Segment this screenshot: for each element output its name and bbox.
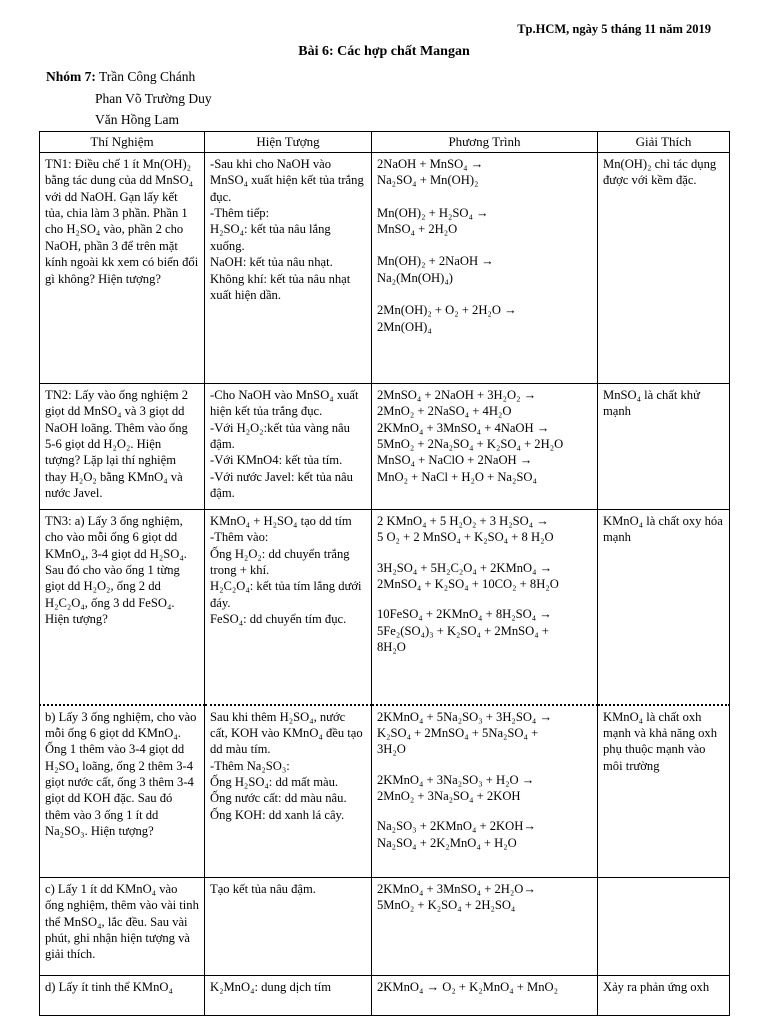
phenomenon-cell: KMnO₄ + H₂SO₄ tạo dd tím -Thêm vào: Ống H₂O₂: dd chuyển trắng trong + khí. H₂C₂O₄: kết tủa tím lắng dưới đáy. FeSO₄: dd chuyển tím đục. — [205, 510, 372, 705]
phenomenon-cell: -Sau khi cho NaOH vào MnSO₄ xuất hiện kết tủa trắng đục. -Thêm tiếp: H₂SO₄: kết tủa nâu lắng xuống. NaOH: kết tủa nâu nhạt. Không khí: kết tủa nâu nhạt xuất hiện dần. — [205, 153, 372, 384]
phenomenon-cell: Tạo kết tủa nâu đậm. — [205, 878, 372, 976]
table-row — [40, 384, 730, 510]
explanation-cell: Mn(OH)₂ chỉ tác dụng được với kềm đặc. — [598, 153, 730, 384]
column-header: Hiện Tượng — [205, 132, 372, 153]
explanation-cell: Xảy ra phản ứng oxh — [598, 976, 730, 1016]
experiment-cell: c) Lấy 1 ít dd KMnO₄ vào ống nghiệm, thêm vào vài tinh thể MnSO₄, lắc đều. Sau vài phút, ghi nhận hiện tượng và giải thích. — [40, 878, 205, 976]
table-row — [40, 153, 730, 384]
phenomenon-cell: K₂MnO₄: dung dịch tím — [205, 976, 372, 1016]
group-label: Nhóm 7: — [46, 69, 96, 84]
column-header: Giải Thích — [598, 132, 730, 153]
equation-cell: 2KMnO₄ + 3MnSO₄ + 2H₂O→ 5MnO₂ + K₂SO₄ + 2H₂SO₄ — [372, 878, 598, 976]
equation-cell: 2 KMnO₄ + 5 H₂O₂ + 3 H₂SO₄ → 5 O₂ + 2 MnSO₄ + K₂SO₄ + 8 H₂O 3H₂SO₄ + 5H₂C₂O₄ + 2KMnO₄ → 2MnSO₄ + K₂SO₄ + 10CO₂ + 8H₂O 10FeSO₄ + 2KMnO₄ + 8H₂SO₄ → 5Fe₂(SO₄)₃ + K₂SO₄ + 2MnSO₄ + 8H₂O — [372, 510, 598, 705]
member-name: Văn Hồng Lam — [95, 112, 179, 127]
document-date: Tp.HCM, ngày 5 tháng 11 năm 2019 — [517, 22, 711, 36]
equation-cell: 2KMnO₄ + 5Na₂SO₃ + 3H₂SO₄ → K₂SO₄ + 2MnSO₄ + 5Na₂SO₄ + 3H₂O 2KMnO₄ + 3Na₂SO₃ + H₂O → 2MnO₂ + 3Na₂SO₄ + 2KOH Na₂SO₃ + 2KMnO₄ + 2KOH→ Na₂SO₄ + 2K₂MnO₄ + H₂O — [372, 705, 598, 878]
equation-cell: 2MnSO₄ + 2NaOH + 3H₂O₂ → 2MnO₂ + 2NaSO₄ + 4H₂O 2KMnO₄ + 3MnSO₄ + 4NaOH → 5MnO₂ + 2Na₂SO₄ + K₂SO₄ + 2H₂O MnSO₄ + NaClO + 2NaOH → MnO₂ + NaCl + H₂O + Na₂SO₄ — [372, 384, 598, 510]
member-name: Trần Công Chánh — [99, 69, 196, 84]
equation-cell: 2KMnO₄ → O₂ + K₂MnO₄ + MnO₂ — [372, 976, 598, 1016]
member-name: Phan Võ Trường Duy — [95, 90, 212, 106]
explanation-cell — [598, 878, 730, 976]
experiment-cell: d) Lấy ít tinh thể KMnO₄ — [40, 976, 205, 1016]
document-title: Bài 6: Các hợp chất Mangan — [298, 44, 470, 59]
table-row — [40, 878, 730, 976]
table-row — [40, 705, 730, 878]
experiment-cell: TN1: Điều chế 1 ít Mn(OH)₂ bằng tác dung của dd MnSO₄ với dd NaOH. Gạn lấy kết tủa, chia làm 3 phần. Phần 1 cho H₂SO₄ vào, phần 2 cho NaOH, phần 3 để trên mặt kính ngoài kk xem có biến đổi gì không? Hiện tượng? — [40, 153, 205, 384]
column-header: Thí Nghiệm — [40, 132, 205, 153]
experiment-cell: TN2: Lấy vào ống nghiệm 2 giọt dd MnSO₄ và 3 giọt dd NaOH loãng. Thêm vào ống 5-6 giọt dd H₂O₂. Hiện tượng? Lặp lại thí nghiệm thay H₂O₂ bằng KMnO₄ và nước Javel. — [40, 384, 205, 510]
table-row — [40, 510, 730, 705]
experiment-cell: b) Lấy 3 ống nghiệm, cho vào mỗi ống 6 giọt dd KMnO₄. Ống 1 thêm vào 3-4 giọt dd H₂SO₄ loãng, ống 2 thêm 3-4 giọt nước cất, ống 3 thêm 3-4 giọt dd KOH đặc. Sau đó thêm vào 3 ống 1 ít dd Na₂SO₃. Hiện tượng? — [40, 705, 205, 878]
explanation-cell: KMnO₄ là chất oxy hóa mạnh — [598, 510, 730, 705]
phenomenon-cell: -Cho NaOH vào MnSO₄ xuất hiện kết tủa trắng đục. -Với H₂O₂:kết tủa vàng nâu đậm. -Với KMnO4: kết tủa tím. -Với nước Javel: kết tủa nâu đậm. — [205, 384, 372, 510]
experiment-cell: TN3: a) Lấy 3 ống nghiệm, cho vào mỗi ống 6 giọt dd KMnO₄, 3-4 giọt dd H₂SO₄. Sau đó cho vào ống 1 từng giọt dd H₂O₂, ống 2 dd H₂C₂O₄, ống 3 dd FeSO₄. Hiện tượng? — [40, 510, 205, 705]
phenomenon-cell: Sau khi thêm H₂SO₄, nước cất, KOH vào KMnO₄ đều tạo dd màu tím. -Thêm Na₂SO₃: Ống H₂SO₄: dd mất màu. Ống nước cất: dd màu nâu. Ống KOH: dd xanh lá cây. — [205, 705, 372, 878]
explanation-cell: MnSO₄ là chất khử mạnh — [598, 384, 730, 510]
table-header-row — [40, 132, 730, 153]
experiment-table — [39, 131, 730, 1016]
equation-cell: 2NaOH + MnSO₄ → Na₂SO₄ + Mn(OH)₂ Mn(OH)₂ + H₂SO₄ → MnSO₄ + 2H₂O Mn(OH)₂ + 2NaOH → Na₂(Mn(OH)₄) 2Mn(OH)₂ + O₂ + 2H₂O → 2Mn(OH)₄ — [372, 153, 598, 384]
table-row — [40, 976, 730, 1016]
group-members — [46, 66, 212, 131]
explanation-cell: KMnO₄ là chất oxh mạnh và khả năng oxh phụ thuộc mạnh vào môi trường — [598, 705, 730, 878]
column-header: Phương Trình — [372, 132, 598, 153]
